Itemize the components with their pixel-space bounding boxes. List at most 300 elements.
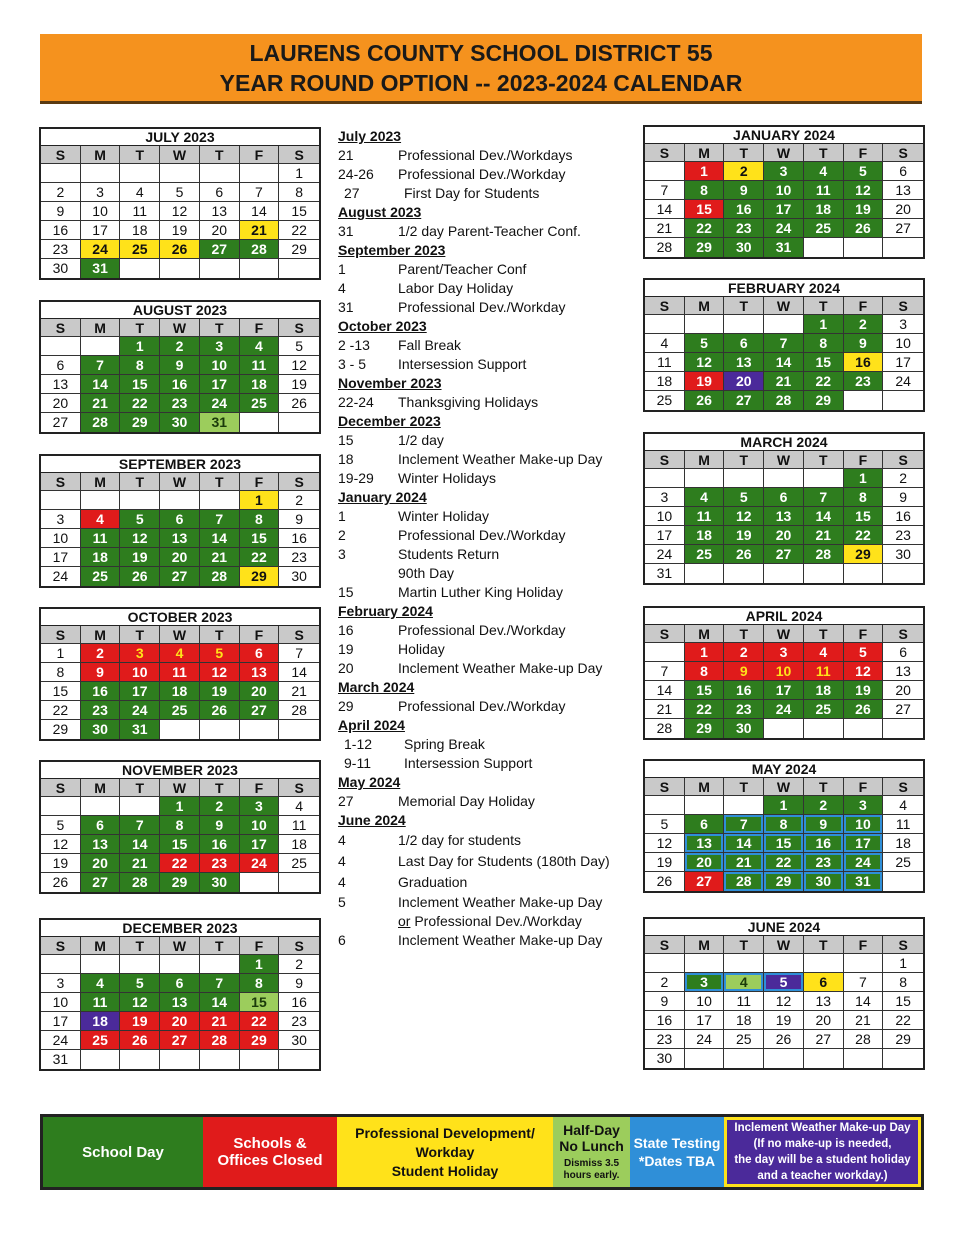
event-date: 2 -13 — [338, 337, 370, 353]
week-row — [645, 662, 923, 681]
day-cell: 6 — [685, 815, 725, 834]
month-title: AUGUST 2023 — [41, 302, 319, 319]
day-cell: 29 — [685, 719, 725, 738]
weekday-label: W — [160, 146, 200, 164]
weekday-label: W — [160, 473, 200, 491]
empty-cell — [844, 391, 884, 410]
day-cell: 18 — [685, 526, 725, 545]
event-item — [338, 851, 638, 872]
month-title: JUNE 2024 — [645, 919, 923, 936]
day-cell: 19 — [200, 682, 240, 701]
weekday-label: T — [804, 451, 844, 469]
day-cell: 24 — [120, 701, 160, 720]
event-date: 3 — [338, 546, 346, 562]
week-row — [645, 181, 923, 200]
day-cell: 28 — [645, 719, 685, 738]
legend-inclement-label-3: the day will be a student holiday — [734, 1154, 911, 1166]
day-cell: 25 — [804, 219, 844, 238]
day-cell: 23 — [883, 526, 923, 545]
day-cell: 23 — [41, 240, 81, 259]
day-cell: 2 — [645, 973, 685, 992]
event-month-heading: August 2023 — [338, 204, 422, 220]
day-cell: 22 — [279, 221, 319, 240]
weekday-label: T — [804, 936, 844, 954]
day-cell: 27 — [685, 872, 725, 891]
day-cell: 20 — [685, 853, 725, 872]
day-cell: 7 — [81, 356, 121, 375]
event-text-body: Professional Dev./Workday — [414, 913, 582, 929]
day-cell: 24 — [685, 1030, 725, 1049]
day-cell: 23 — [279, 1012, 319, 1031]
day-cell: 25 — [81, 1031, 121, 1050]
day-cell: 28 — [724, 872, 764, 891]
day-cell: 5 — [41, 816, 81, 835]
event-text: Graduation — [398, 874, 468, 890]
day-cell: 24 — [240, 854, 280, 873]
weekday-label: T — [804, 778, 844, 796]
day-cell: 13 — [804, 992, 844, 1011]
week-row — [41, 221, 319, 240]
legend-closed — [203, 1117, 337, 1187]
week-row — [645, 238, 923, 257]
day-cell: 3 — [41, 510, 81, 529]
weekday-label: F — [240, 319, 280, 337]
week-row — [41, 356, 319, 375]
week-row — [645, 507, 923, 526]
event-item — [338, 621, 638, 640]
day-cell: 17 — [685, 1011, 725, 1030]
legend-state-testing — [630, 1117, 724, 1187]
event-date: 27 — [344, 185, 360, 201]
week-row — [645, 219, 923, 238]
weekday-label: F — [844, 451, 884, 469]
event-text: 90th Day — [398, 565, 455, 581]
event-text: Last Day for Students (180th Day) — [398, 853, 610, 869]
day-cell: 9 — [724, 181, 764, 200]
day-cell: 23 — [724, 219, 764, 238]
event-date: 1 — [338, 261, 346, 277]
day-cell: 14 — [764, 353, 804, 372]
day-cell: 11 — [160, 663, 200, 682]
empty-cell — [279, 413, 319, 432]
day-cell: 27 — [883, 700, 923, 719]
weekday-header — [645, 144, 923, 162]
empty-cell — [120, 259, 160, 278]
empty-cell — [724, 1049, 764, 1068]
day-cell: 13 — [81, 835, 121, 854]
day-cell: 16 — [645, 1011, 685, 1030]
weekday-label: S — [883, 936, 923, 954]
day-cell: 14 — [200, 993, 240, 1012]
day-cell: 9 — [724, 662, 764, 681]
event-item — [338, 872, 638, 893]
event-date: 22-24 — [338, 394, 374, 410]
empty-cell — [41, 491, 81, 510]
day-cell: 12 — [685, 353, 725, 372]
day-cell: 19 — [41, 854, 81, 873]
empty-cell — [883, 1049, 923, 1068]
weekday-header — [645, 297, 923, 315]
weekday-label: T — [724, 297, 764, 315]
week-row — [645, 469, 923, 488]
event-item — [338, 355, 638, 374]
week-row — [645, 526, 923, 545]
weekday-label: S — [883, 778, 923, 796]
event-text: 1/2 day — [398, 432, 444, 448]
legend-pd-label-1: Professional Development/ — [355, 1124, 535, 1141]
day-cell: 22 — [240, 548, 280, 567]
day-cell: 10 — [41, 529, 81, 548]
event-text: Martin Luther King Holiday — [398, 584, 563, 600]
empty-cell — [200, 1050, 240, 1069]
event-date: 9-11 — [344, 755, 371, 771]
event-item — [338, 583, 638, 602]
day-cell: 30 — [279, 1031, 319, 1050]
day-cell: 11 — [724, 992, 764, 1011]
day-cell: 15 — [279, 202, 319, 221]
weekday-label: T — [804, 144, 844, 162]
empty-cell — [120, 491, 160, 510]
day-cell: 4 — [724, 973, 764, 992]
calendar-march-2024 — [643, 432, 925, 585]
day-cell: 20 — [200, 221, 240, 240]
day-cell: 17 — [200, 375, 240, 394]
month-title: APRIL 2024 — [645, 608, 923, 625]
event-item — [338, 564, 638, 583]
day-cell: 31 — [120, 720, 160, 739]
day-cell: 31 — [844, 872, 884, 891]
legend-testing-label-2: *Dates TBA — [638, 1153, 716, 1169]
calendar-october-2023 — [39, 607, 321, 741]
weekday-header — [41, 146, 319, 164]
day-cell: 6 — [804, 973, 844, 992]
event-text: Thanksgiving Holidays — [398, 394, 539, 410]
day-cell: 21 — [645, 219, 685, 238]
day-cell: 13 — [160, 529, 200, 548]
day-cell: 1 — [41, 644, 81, 663]
day-cell: 28 — [120, 873, 160, 892]
week-row — [41, 1050, 319, 1069]
weekday-label: T — [200, 473, 240, 491]
day-cell: 28 — [844, 1030, 884, 1049]
day-cell: 29 — [120, 413, 160, 432]
empty-cell — [279, 720, 319, 739]
week-row — [645, 564, 923, 583]
weekday-label: T — [120, 937, 160, 955]
event-text: Intersession Support — [404, 755, 533, 771]
week-row — [645, 1030, 923, 1049]
empty-cell — [200, 720, 240, 739]
day-cell: 15 — [804, 353, 844, 372]
legend-inclement-label-1: Inclement Weather Make-up Day — [734, 1122, 911, 1134]
day-cell: 26 — [764, 1030, 804, 1049]
day-cell: 20 — [81, 854, 121, 873]
empty-cell — [844, 564, 884, 583]
event-item — [338, 931, 638, 950]
week-row — [645, 815, 923, 834]
empty-cell — [279, 259, 319, 278]
day-cell: 20 — [724, 372, 764, 391]
event-text: Professional Dev./Workday — [398, 299, 566, 315]
day-cell: 18 — [160, 682, 200, 701]
day-cell: 22 — [883, 1011, 923, 1030]
day-cell: 17 — [883, 353, 923, 372]
day-cell: 29 — [41, 720, 81, 739]
empty-cell — [81, 491, 121, 510]
weekday-label: T — [120, 319, 160, 337]
week-row — [645, 719, 923, 738]
event-date: 19 — [338, 641, 354, 657]
day-cell: 30 — [41, 259, 81, 278]
event-month-heading: June 2024 — [338, 812, 406, 828]
day-cell: 28 — [764, 391, 804, 410]
day-cell: 22 — [685, 700, 725, 719]
week-row — [41, 854, 319, 873]
day-cell: 8 — [240, 510, 280, 529]
day-cell: 18 — [81, 1012, 121, 1031]
day-cell: 27 — [724, 391, 764, 410]
day-cell: 3 — [240, 797, 280, 816]
empty-cell — [120, 1050, 160, 1069]
empty-cell — [764, 954, 804, 973]
event-text: First Day for Students — [404, 185, 540, 201]
day-cell: 15 — [41, 682, 81, 701]
event-item — [338, 792, 638, 811]
day-cell: 17 — [41, 1012, 81, 1031]
legend-pd-label-3: Student Holiday — [391, 1162, 499, 1179]
week-row — [645, 1049, 923, 1068]
event-text: Spring Break — [404, 736, 485, 752]
day-cell: 18 — [279, 835, 319, 854]
day-cell: 6 — [883, 162, 923, 181]
day-cell: 30 — [291, 568, 307, 584]
weekday-label: M — [685, 451, 725, 469]
day-cell: 28 — [81, 413, 121, 432]
empty-cell — [724, 564, 764, 583]
empty-cell — [160, 259, 200, 278]
day-cell: 9 — [279, 510, 319, 529]
week-row — [41, 164, 319, 183]
day-cell: 15 — [764, 834, 804, 853]
weekday-label: S — [279, 319, 319, 337]
day-cell: 17 — [645, 526, 685, 545]
week-row — [41, 259, 319, 278]
event-date: 15 — [338, 432, 354, 448]
weekday-label: S — [883, 144, 923, 162]
day-cell: 4 — [81, 510, 121, 529]
empty-cell — [160, 164, 200, 183]
day-cell: 5 — [844, 643, 884, 662]
event-item — [338, 893, 638, 912]
weekday-label: S — [41, 473, 81, 491]
weekday-label: F — [844, 936, 884, 954]
day-cell: 15 — [685, 200, 725, 219]
weekday-label: S — [41, 146, 81, 164]
week-row — [645, 488, 923, 507]
day-cell: 1 — [804, 315, 844, 334]
empty-cell — [81, 1050, 121, 1069]
day-cell: 17 — [81, 221, 121, 240]
weekday-label: W — [764, 625, 804, 643]
day-cell: 1 — [883, 954, 923, 973]
event-item — [338, 298, 638, 317]
day-cell: 11 — [804, 181, 844, 200]
weekday-label: F — [844, 144, 884, 162]
event-date: 1-12 — [344, 736, 373, 752]
week-row — [645, 315, 923, 334]
day-cell: 27 — [764, 545, 804, 564]
day-cell: 28 — [279, 701, 319, 720]
event-month-heading: November 2023 — [338, 375, 442, 391]
day-cell: 2 — [41, 183, 81, 202]
day-cell: 18 — [120, 221, 160, 240]
day-cell: 22 — [844, 526, 884, 545]
week-row — [645, 545, 923, 564]
day-cell: 4 — [81, 974, 121, 993]
event-text: Inclement Weather Make-up Day — [398, 894, 603, 910]
event-month-heading: March 2024 — [338, 679, 415, 695]
week-row — [645, 834, 923, 853]
day-cell: 13 — [200, 202, 240, 221]
day-cell: 30 — [200, 873, 240, 892]
day-cell: 6 — [200, 183, 240, 202]
legend-school-day — [43, 1117, 203, 1187]
weekday-label: S — [645, 778, 685, 796]
day-cell: 23 — [279, 548, 319, 567]
day-cell: 5 — [120, 510, 160, 529]
weekday-label: M — [685, 778, 725, 796]
day-cell: 2 — [200, 797, 240, 816]
event-date: 4 — [338, 853, 346, 869]
event-text: Winter Holidays — [398, 470, 497, 486]
week-row — [645, 992, 923, 1011]
event-date: 27 — [338, 793, 354, 809]
empty-cell — [844, 719, 884, 738]
empty-cell — [804, 1049, 844, 1068]
weekday-label: M — [685, 297, 725, 315]
day-cell: 3 — [645, 488, 685, 507]
event-item — [338, 431, 638, 450]
day-cell: 29 — [883, 1030, 923, 1049]
weekday-label: M — [685, 144, 725, 162]
day-cell: 28 — [804, 545, 844, 564]
header-banner — [40, 34, 922, 104]
empty-cell — [804, 469, 844, 488]
day-cell: 14 — [804, 507, 844, 526]
day-cell: 12 — [41, 835, 81, 854]
day-cell: 23 — [160, 394, 200, 413]
event-text: Professional Dev./Workday — [398, 527, 566, 543]
calendar-may-2024 — [643, 759, 925, 893]
day-cell: 25 — [120, 240, 160, 259]
weekday-label: S — [645, 451, 685, 469]
empty-cell — [883, 719, 923, 738]
day-cell: 19 — [279, 375, 319, 394]
empty-cell — [685, 796, 725, 815]
day-cell: 16 — [844, 353, 884, 372]
day-cell: 18 — [724, 1011, 764, 1030]
day-cell: 3 — [764, 643, 804, 662]
day-cell: 13 — [883, 662, 923, 681]
calendar-september-2023 — [39, 454, 321, 588]
legend-testing-label-1: State Testing — [633, 1135, 721, 1151]
day-cell: 16 — [41, 221, 81, 240]
day-cell: 26 — [200, 701, 240, 720]
day-cell: 25 — [81, 567, 121, 586]
day-cell: 18 — [81, 548, 121, 567]
empty-cell — [764, 1049, 804, 1068]
legend-half-day-note-2: hours early. — [563, 1170, 620, 1181]
day-cell: 19 — [160, 221, 200, 240]
day-cell: 25 — [279, 854, 319, 873]
legend-inclement-label-4: and a teacher workday.) — [757, 1170, 888, 1182]
legend-inclement-weather — [724, 1117, 921, 1187]
empty-cell — [81, 337, 121, 356]
weekday-label: T — [804, 625, 844, 643]
empty-cell — [685, 564, 725, 583]
weekday-label: T — [200, 937, 240, 955]
day-cell: 27 — [804, 1030, 844, 1049]
event-item — [338, 184, 638, 203]
legend-half-day-label-2: No Lunch — [559, 1138, 624, 1154]
day-cell: 28 — [200, 1031, 240, 1050]
week-row — [645, 643, 923, 662]
day-cell: 10 — [41, 993, 81, 1012]
day-cell: 12 — [200, 663, 240, 682]
month-title: NOVEMBER 2023 — [41, 762, 319, 779]
day-cell: 10 — [764, 181, 804, 200]
day-cell: 10 — [200, 356, 240, 375]
day-cell: 2 — [844, 315, 884, 334]
day-cell: 21 — [844, 1011, 884, 1030]
event-date: 31 — [338, 299, 354, 315]
week-row — [645, 334, 923, 353]
empty-cell — [804, 954, 844, 973]
legend-half-day — [553, 1117, 630, 1187]
day-cell: 27 — [883, 219, 923, 238]
day-cell: 23 — [645, 1030, 685, 1049]
day-cell: 2 — [883, 469, 923, 488]
day-cell: 16 — [724, 681, 764, 700]
day-cell: 12 — [279, 356, 319, 375]
empty-cell — [724, 796, 764, 815]
weekday-label: T — [200, 626, 240, 644]
day-cell: 26 — [41, 873, 81, 892]
day-cell: 28 — [240, 240, 280, 259]
day-cell: 8 — [883, 973, 923, 992]
week-row — [645, 681, 923, 700]
day-cell: 1 — [685, 162, 725, 181]
day-cell: 27 — [240, 701, 280, 720]
day-cell: 30 — [160, 413, 200, 432]
day-cell: 6 — [883, 643, 923, 662]
event-date: 31 — [338, 223, 354, 239]
weekday-label: M — [81, 626, 121, 644]
day-cell: 30 — [724, 238, 764, 257]
day-cell: 7 — [200, 974, 240, 993]
day-cell: 17 — [764, 681, 804, 700]
day-cell: 27 — [81, 873, 121, 892]
day-cell: 18 — [883, 834, 923, 853]
week-row — [41, 1031, 319, 1050]
day-cell: 7 — [645, 181, 685, 200]
week-row — [41, 183, 319, 202]
weekday-label: M — [81, 146, 121, 164]
day-cell: 9 — [645, 992, 685, 1011]
day-cell: 8 — [279, 183, 319, 202]
weekday-label: F — [240, 473, 280, 491]
week-row — [41, 835, 319, 854]
